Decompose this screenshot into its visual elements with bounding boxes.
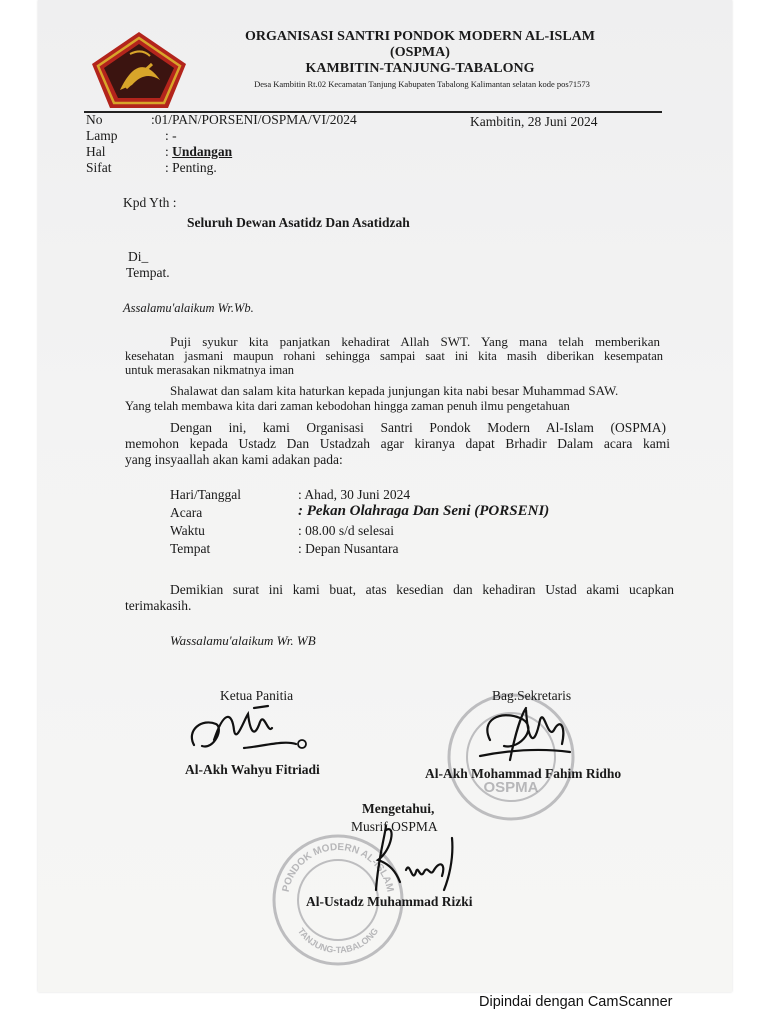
org-name-line2: (OSPMA) bbox=[390, 45, 450, 60]
ketua-title: Ketua Panitia bbox=[220, 688, 294, 703]
paragraph-1-line3: untuk merasakan nikmatnya iman bbox=[125, 363, 295, 377]
event-day-label: Hari/Tanggal bbox=[170, 487, 242, 502]
camscanner-footer: Dipindai dengan CamScanner bbox=[479, 994, 673, 1010]
hal-value: : Undangan bbox=[165, 144, 233, 159]
recipient-name: Seluruh Dewan Asatidz Dan Asatidzah bbox=[187, 215, 410, 230]
event-tempat-label: Tempat bbox=[170, 541, 211, 556]
letter-date: Kambitin, 28 Juni 2024 bbox=[470, 114, 598, 129]
sifat-label: Sifat bbox=[86, 160, 112, 175]
musrif-title: Musrif OSPMA bbox=[351, 819, 438, 834]
org-name-line3: KAMBITIN-TANJUNG-TABALONG bbox=[305, 61, 535, 76]
event-waktu-value: : 08.00 s/d selesai bbox=[298, 523, 394, 538]
paragraph-3-line3: yang insyaallah akan kami adakan pada: bbox=[125, 452, 343, 467]
recipient-kpd: Kpd Yth : bbox=[123, 195, 177, 210]
lamp-label: Lamp bbox=[86, 128, 118, 143]
event-acara-value: : Pekan Olahraga Dan Seni (PORSENI) bbox=[298, 503, 550, 519]
paragraph-2-line1: Shalawat dan salam kita haturkan kepada junjungan kita nabi besar Muhammad SAW. bbox=[170, 383, 619, 398]
paragraph-1-line1: Puji syukur kita panjatkan kehadirat Allah SWT. Yang mana telah memberikan bbox=[170, 334, 660, 349]
greeting: Assalamu'alaikum Wr.Wb. bbox=[123, 301, 254, 315]
no-label: No bbox=[86, 112, 103, 127]
letter-number: :01/PAN/PORSENI/OSPMA/VI/2024 bbox=[151, 112, 357, 127]
recipient-di: Di_ bbox=[128, 249, 149, 264]
sifat-value: : Penting. bbox=[165, 160, 217, 175]
paragraph-3-line1: Dengan ini, kami Organisasi Santri Pondok Modern Al-Islam (OSPMA) bbox=[170, 420, 666, 435]
svg-text:TANJUNG-TABALONG: TANJUNG-TABALONG bbox=[295, 926, 381, 956]
svg-text:OSPMA: OSPMA bbox=[483, 779, 539, 796]
closing-line1: Demikian surat ini kami buat, atas kesedian dan kehadiran Ustad akami ucapkan bbox=[170, 582, 674, 597]
svg-text:PONDOK MODERN AL-ISLAM: PONDOK MODERN AL-ISLAM bbox=[280, 841, 396, 894]
musrif-signature bbox=[356, 820, 476, 900]
event-day-value: : Ahad, 30 Juni 2024 bbox=[298, 487, 411, 502]
recipient-tempat: Tempat. bbox=[126, 265, 170, 280]
event-waktu-label: Waktu bbox=[170, 523, 205, 538]
paragraph-3-line2: memohon kepada Ustadz Dan Ustadzah agar kiranya dapat Brhadir Dalam acara kami bbox=[125, 436, 670, 451]
org-address: Desa Kambitin Rt.02 Kecamatan Tanjung Kabupaten Tabalong Kalimantan selatan kode pos71573 bbox=[254, 79, 590, 89]
ketua-name: Al-Akh Wahyu Fitriadi bbox=[185, 762, 320, 777]
event-tempat-value: : Depan Nusantara bbox=[298, 541, 399, 556]
sekretaris-name: Al-Akh Mohammad Fahim Ridho bbox=[425, 766, 622, 781]
hal-label: Hal bbox=[86, 144, 106, 159]
lamp-value: : - bbox=[165, 128, 177, 143]
paragraph-1-line2: kesehatan jasmani maupun rohani sehingga sampai saat ini kita masih diberikan kesempatan bbox=[125, 349, 663, 363]
ketua-signature bbox=[184, 700, 314, 760]
event-acara-label: Acara bbox=[170, 505, 203, 520]
sekretaris-signature bbox=[470, 700, 580, 770]
sekretaris-title: Bag.Sekretaris bbox=[492, 688, 572, 703]
closing-salam: Wassalamu'alaikum Wr. WB bbox=[170, 633, 316, 648]
paragraph-2-line2: Yang telah membawa kita dari zaman kebodohan hingga zaman penuh ilmu pengetahuan bbox=[125, 399, 570, 413]
org-name-line1: ORGANISASI SANTRI PONDOK MODERN AL-ISLAM bbox=[244, 29, 596, 44]
closing-line2: terimakasih. bbox=[125, 598, 192, 613]
ospma-logo bbox=[90, 30, 188, 110]
mengetahui-label: Mengetahui, bbox=[362, 801, 435, 816]
musrif-name: Al-Ustadz Muhammad Rizki bbox=[306, 894, 473, 909]
